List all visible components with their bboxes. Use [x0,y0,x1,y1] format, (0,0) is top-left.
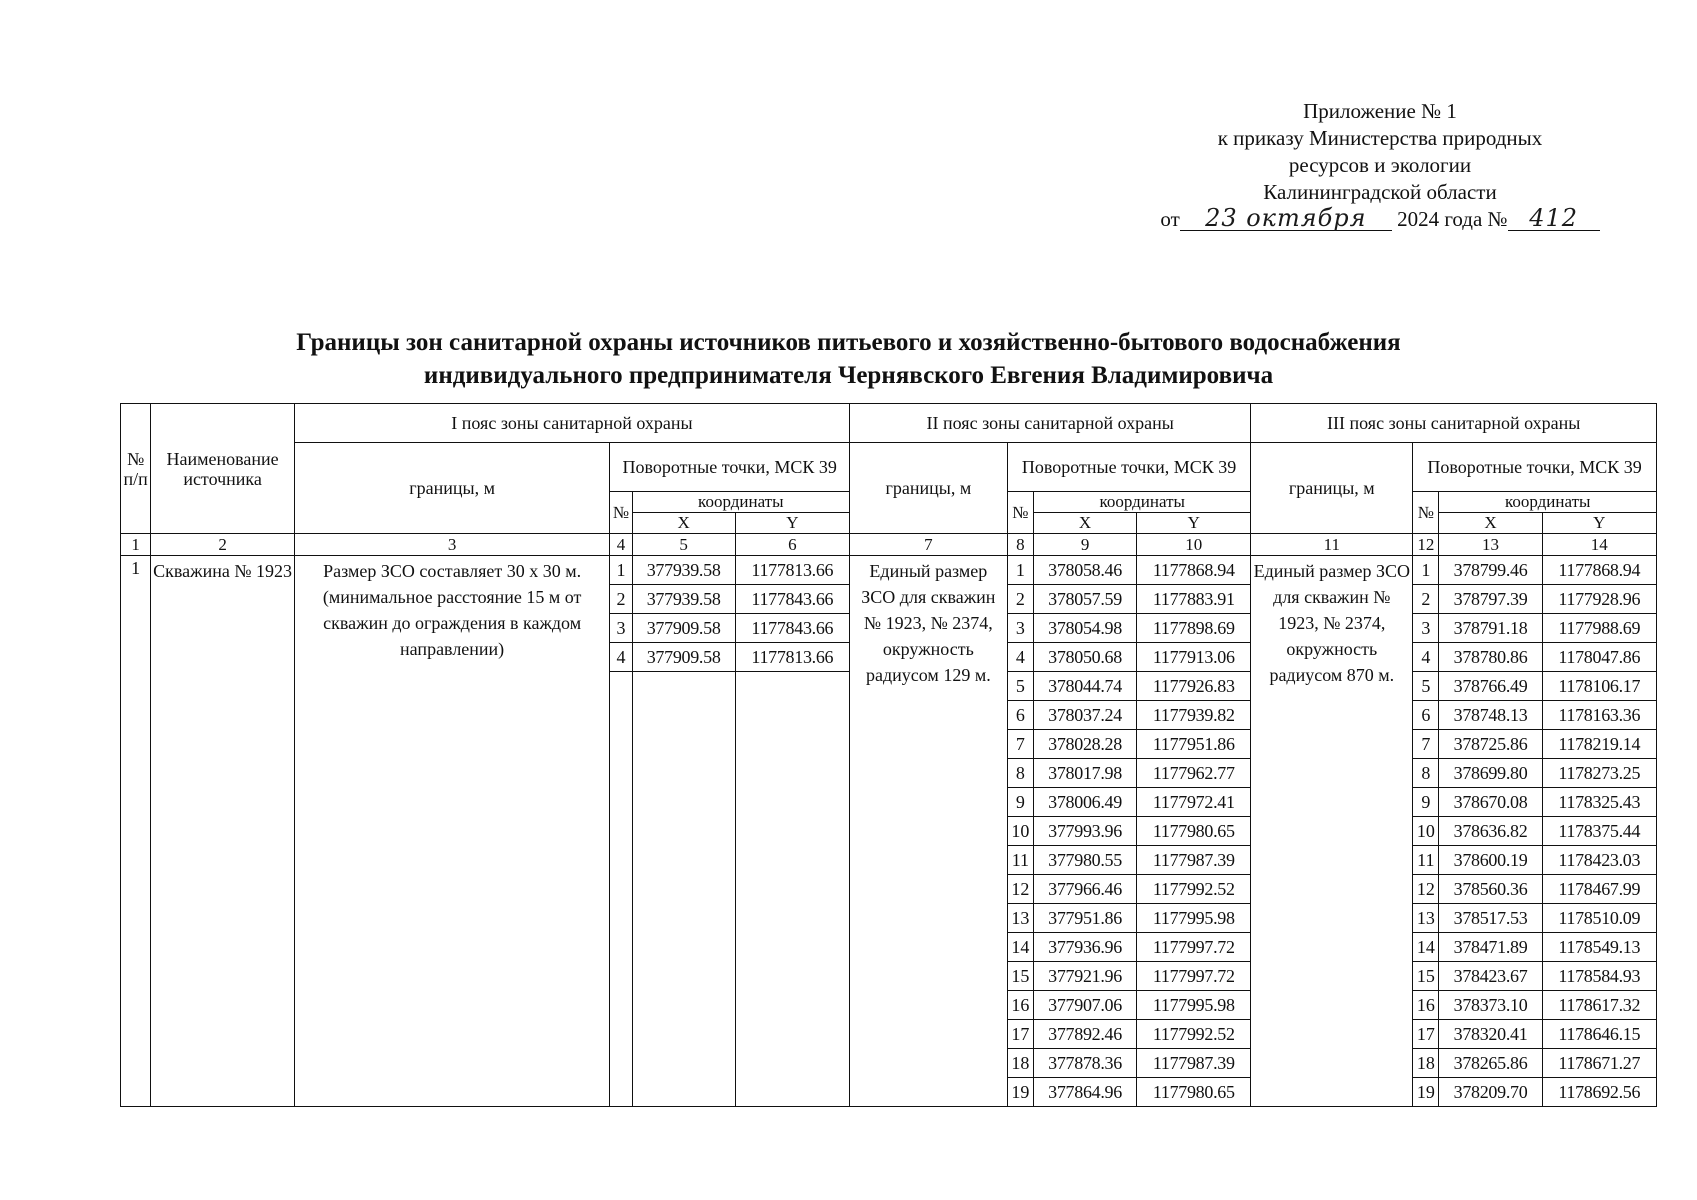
belt3-point-y: 1178047.86 [1542,643,1656,672]
belt3-description: Единый размер ЗСО для скважин № 1923, № 2374, окружность радиусом 870 м. [1251,556,1413,1107]
belt3-point-y: 1178467.99 [1542,875,1656,904]
belt2-point-number: 19 [1007,1078,1033,1107]
header-num: № п/п [121,404,151,534]
header-belt2-y: Y [1137,513,1251,534]
column-number: 1 [121,534,151,556]
belt2-point-x: 378050.68 [1034,643,1137,672]
column-number: 13 [1439,534,1542,556]
column-number: 4 [610,534,632,556]
appendix-title: Приложение № 1 [1303,99,1457,123]
belt2-point-x: 378044.74 [1034,672,1137,701]
appendix-region-line: Калининградской области [1263,180,1497,204]
belt2-description: Единый размер ЗСО для скважин № 1923, № 2374, окружность радиусом 129 м. [850,556,1008,1107]
belt1-description: Размер ЗСО составляет 30 х 30 м. (минимальное расстояние 15 м от скважин до ограждения в каждом направлении) [294,556,609,1107]
belt2-point-number: 4 [1007,643,1033,672]
handwritten-order-number: 412 [1508,206,1600,231]
column-number: 7 [850,534,1008,556]
zones-table [120,403,1657,1107]
belt2-point-number: 7 [1007,730,1033,759]
belt3-point-number: 7 [1413,730,1439,759]
belt2-point-number: 8 [1007,759,1033,788]
belt2-point-number: 5 [1007,672,1033,701]
belt3-point-x: 378748.13 [1439,701,1542,730]
belt3-point-x: 378797.39 [1439,585,1542,614]
belt1-point-x: 377909.58 [632,614,735,643]
belt2-point-x: 377907.06 [1034,991,1137,1020]
belt2-point-y: 1177883.91 [1137,585,1251,614]
belt3-point-x: 378780.86 [1439,643,1542,672]
belt2-point-y: 1177868.94 [1137,556,1251,585]
belt2-point-x: 378006.49 [1034,788,1137,817]
header-belt1-x: X [632,513,735,534]
belt1-point-y: 1177843.66 [735,585,849,614]
belt3-point-y: 1177928.96 [1542,585,1656,614]
header-belt-3: III пояс зоны санитарной охраны [1251,404,1657,443]
belt2-point-number: 2 [1007,585,1033,614]
belt1-point-x: 377939.58 [632,585,735,614]
belt3-point-y: 1178671.27 [1542,1049,1656,1078]
belt3-point-x: 378517.53 [1439,904,1542,933]
belt3-point-number: 12 [1413,875,1439,904]
belt3-point-x: 378423.67 [1439,962,1542,991]
belt1-empty-number-cell [610,672,632,1107]
belt2-point-x: 377892.46 [1034,1020,1137,1049]
belt2-point-number: 14 [1007,933,1033,962]
header-belt1-points: Поворотные точки, МСК 39 [610,443,850,492]
belt2-point-number: 9 [1007,788,1033,817]
table-row [121,556,1657,585]
belt2-point-y: 1177992.52 [1137,875,1251,904]
column-numbers-row [121,534,1657,556]
belt3-point-number: 2 [1413,585,1439,614]
header-belt3-x: X [1439,513,1542,534]
belt3-point-y: 1178273.25 [1542,759,1656,788]
belt2-point-x: 377951.86 [1034,904,1137,933]
belt1-point-x: 377939.58 [632,556,735,585]
belt3-point-number: 19 [1413,1078,1439,1107]
belt2-point-y: 1177898.69 [1137,614,1251,643]
belt3-point-y: 1178219.14 [1542,730,1656,759]
belt2-point-x: 378058.46 [1034,556,1137,585]
header-belt-1: I пояс зоны санитарной охраны [294,404,849,443]
belt2-point-y: 1177995.98 [1137,991,1251,1020]
belt3-point-y: 1178617.32 [1542,991,1656,1020]
belt3-point-y: 1178163.36 [1542,701,1656,730]
belt3-point-x: 378320.41 [1439,1020,1542,1049]
belt1-empty-x-cell [632,672,735,1107]
belt2-point-number: 6 [1007,701,1033,730]
belt3-point-x: 378209.70 [1439,1078,1542,1107]
belt2-point-x: 377993.96 [1034,817,1137,846]
belt3-point-y: 1178106.17 [1542,672,1656,701]
source-name: Скважина № 1923 [151,556,295,1107]
belt1-point-number: 1 [610,556,632,585]
header-belt2-borders: границы, м [850,443,1008,534]
header-belt1-point-no: № [610,492,632,534]
belt2-point-x: 377878.36 [1034,1049,1137,1078]
belt2-point-x: 378057.59 [1034,585,1137,614]
column-number: 10 [1137,534,1251,556]
belt2-point-y: 1177997.72 [1137,962,1251,991]
header-belt-2: II пояс зоны санитарной охраны [850,404,1251,443]
belt3-point-number: 16 [1413,991,1439,1020]
belt1-point-y: 1177843.66 [735,614,849,643]
header-belt2-point-no: № [1007,492,1033,534]
belt2-point-x: 377966.46 [1034,875,1137,904]
belt3-point-number: 9 [1413,788,1439,817]
appendix-order-line: к приказу Министерства природных [1217,126,1543,150]
belt3-point-x: 378791.18 [1439,614,1542,643]
belt2-point-y: 1177913.06 [1137,643,1251,672]
header-belt2-points: Поворотные точки, МСК 39 [1007,443,1251,492]
document-title [0,326,1697,392]
belt2-point-number: 11 [1007,846,1033,875]
column-number: 2 [151,534,295,556]
belt2-point-y: 1177980.65 [1137,817,1251,846]
header-belt2-x: X [1034,513,1137,534]
belt3-point-y: 1178325.43 [1542,788,1656,817]
belt1-point-number: 3 [610,614,632,643]
date-prefix: от [1160,207,1180,231]
belt3-point-number: 17 [1413,1020,1439,1049]
column-number: 3 [294,534,609,556]
belt1-point-number: 2 [610,585,632,614]
belt2-point-y: 1177995.98 [1137,904,1251,933]
belt2-point-number: 15 [1007,962,1033,991]
belt3-point-number: 15 [1413,962,1439,991]
belt2-point-number: 13 [1007,904,1033,933]
belt3-point-x: 378636.82 [1439,817,1542,846]
title-line-2: индивидуального предпринимателя Чернявского Евгения Владимировича [423,362,1274,389]
belt1-empty-y-cell [735,672,849,1107]
belt1-point-y: 1177813.66 [735,643,849,672]
header-belt3-points: Поворотные точки, МСК 39 [1413,443,1657,492]
belt2-point-y: 1177980.65 [1137,1078,1251,1107]
belt3-point-y: 1178423.03 [1542,846,1656,875]
belt3-point-y: 1178510.09 [1542,904,1656,933]
header-belt3-coords: координаты [1439,492,1657,513]
belt1-point-y: 1177813.66 [735,556,849,585]
belt3-point-x: 378799.46 [1439,556,1542,585]
belt2-point-y: 1177962.77 [1137,759,1251,788]
belt2-point-number: 3 [1007,614,1033,643]
belt2-point-x: 377921.96 [1034,962,1137,991]
belt3-point-number: 10 [1413,817,1439,846]
belt2-point-x: 377864.96 [1034,1078,1137,1107]
belt2-point-x: 378017.98 [1034,759,1137,788]
column-number: 9 [1034,534,1137,556]
belt2-point-number: 12 [1007,875,1033,904]
belt2-point-y: 1177951.86 [1137,730,1251,759]
belt3-point-y: 1178549.13 [1542,933,1656,962]
belt2-point-y: 1177987.39 [1137,1049,1251,1078]
belt1-point-x: 377909.58 [632,643,735,672]
header-belt2-coords: координаты [1034,492,1251,513]
column-number: 5 [632,534,735,556]
belt2-point-y: 1177926.83 [1137,672,1251,701]
belt3-point-x: 378373.10 [1439,991,1542,1020]
belt3-point-x: 378265.86 [1439,1049,1542,1078]
belt3-point-x: 378670.08 [1439,788,1542,817]
year-text: 2024 года № [1397,207,1508,231]
belt3-point-y: 1178646.15 [1542,1020,1656,1049]
column-number: 11 [1251,534,1413,556]
header-belt3-point-no: № [1413,492,1439,534]
belt3-point-number: 6 [1413,701,1439,730]
belt3-point-number: 13 [1413,904,1439,933]
belt3-point-number: 8 [1413,759,1439,788]
appendix-date-row [1120,206,1640,233]
header-belt1-y: Y [735,513,849,534]
belt2-point-y: 1177987.39 [1137,846,1251,875]
belt2-point-number: 10 [1007,817,1033,846]
belt2-point-x: 378037.24 [1034,701,1137,730]
column-number: 6 [735,534,849,556]
belt3-point-number: 3 [1413,614,1439,643]
belt3-point-y: 1178692.56 [1542,1078,1656,1107]
belt3-point-y: 1177868.94 [1542,556,1656,585]
appendix-ministry-line: ресурсов и экологии [1288,153,1472,177]
header-belt3-borders: границы, м [1251,443,1413,534]
belt3-point-x: 378699.80 [1439,759,1542,788]
belt2-point-y: 1177992.52 [1137,1020,1251,1049]
header-row-sub [121,443,1657,492]
belt3-point-y: 1178375.44 [1542,817,1656,846]
column-number: 8 [1007,534,1033,556]
belt3-point-x: 378560.36 [1439,875,1542,904]
belt3-point-x: 378725.86 [1439,730,1542,759]
belt2-point-y: 1177939.82 [1137,701,1251,730]
belt3-point-number: 1 [1413,556,1439,585]
header-belt1-coords: координаты [632,492,849,513]
header-belt3-y: Y [1542,513,1656,534]
title-line-1: Границы зон санитарной охраны источников питьевого и хозяйственно-бытового водоснабжения [296,329,1401,356]
belt2-point-y: 1177972.41 [1137,788,1251,817]
belt3-point-number: 18 [1413,1049,1439,1078]
belt2-point-number: 17 [1007,1020,1033,1049]
belt3-point-number: 14 [1413,933,1439,962]
column-number: 12 [1413,534,1439,556]
belt3-point-number: 11 [1413,846,1439,875]
appendix-block [1120,98,1640,233]
header-row-belts [121,404,1657,443]
handwritten-date: 23 октября [1180,206,1392,231]
belt2-point-x: 378054.98 [1034,614,1137,643]
belt2-point-x: 377980.55 [1034,846,1137,875]
header-source-name: Наименование источника [151,404,295,534]
belt2-point-number: 1 [1007,556,1033,585]
belt3-point-number: 4 [1413,643,1439,672]
belt2-point-number: 16 [1007,991,1033,1020]
belt3-point-number: 5 [1413,672,1439,701]
belt3-point-x: 378766.49 [1439,672,1542,701]
belt3-point-x: 378600.19 [1439,846,1542,875]
belt2-point-number: 18 [1007,1049,1033,1078]
belt1-point-number: 4 [610,643,632,672]
belt2-point-x: 377936.96 [1034,933,1137,962]
row-number: 1 [121,556,151,1107]
belt3-point-x: 378471.89 [1439,933,1542,962]
belt2-point-y: 1177997.72 [1137,933,1251,962]
column-number: 14 [1542,534,1656,556]
header-belt1-borders: границы, м [294,443,609,534]
belt3-point-y: 1178584.93 [1542,962,1656,991]
belt3-point-y: 1177988.69 [1542,614,1656,643]
belt2-point-x: 378028.28 [1034,730,1137,759]
